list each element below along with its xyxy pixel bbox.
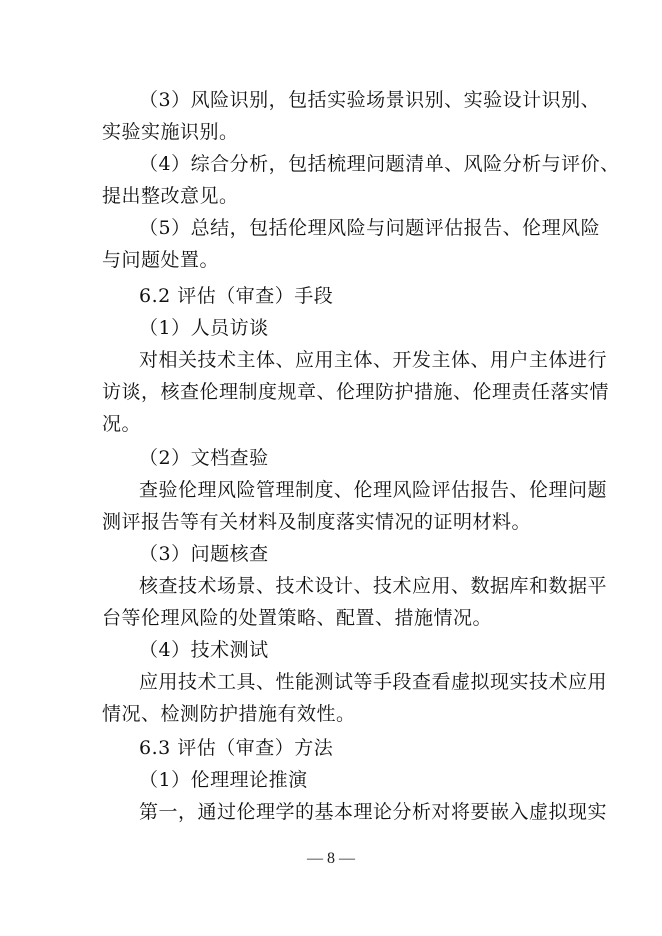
paragraph-line: 对相关技术主体、应用主体、开发主体、用户主体进行: [139, 349, 608, 371]
subsection-heading: （4）技术测试: [139, 639, 269, 661]
paragraph-line: 应用技术工具、性能测试等手段查看虚拟现实技术应用: [139, 671, 608, 693]
paragraph-line: 核查技术场景、技术设计、技术应用、数据库和数据平: [139, 575, 608, 597]
paragraph-line: 台等伦理风险的处置策略、配置、措施情况。: [102, 607, 493, 629]
paragraph-line: 访谈，核查伦理制度规章、伦理防护措施、伦理责任落实情: [102, 381, 610, 403]
paragraph-line: 情况、检测防护措施有效性。: [102, 703, 356, 725]
section-heading: 6.2 评估（审查）手段: [139, 285, 334, 307]
paragraph-line: （3）风险识别，包括实验场景识别、实验设计识别、: [139, 89, 601, 111]
paragraph-line: 实验实施识别。: [102, 121, 239, 143]
paragraph-line: 测评报告等有关材料及制度落实情况的证明材料。: [102, 511, 532, 533]
paragraph-line: （5）总结，包括伦理风险与问题评估报告、伦理风险: [139, 217, 601, 239]
subsection-heading: （1）伦理理论推演: [139, 769, 308, 791]
paragraph-line: 与问题处置。: [102, 249, 220, 271]
section-heading: 6.3 评估（审查）方法: [139, 737, 334, 759]
subsection-heading: （2）文档查验: [139, 447, 269, 469]
subsection-heading: （1）人员访谈: [139, 317, 269, 339]
page-number: — 8 —: [307, 850, 355, 867]
paragraph-line: （4）综合分析，包括梳理问题清单、风险分析与评价、: [139, 153, 620, 175]
paragraph-line: 况。: [102, 413, 142, 435]
paragraph-line: 查验伦理风险管理制度、伦理风险评估报告、伦理问题: [139, 479, 608, 501]
paragraph-line: 提出整改意见。: [102, 185, 239, 207]
subsection-heading: （3）问题核查: [139, 543, 269, 565]
paragraph-line: 第一，通过伦理学的基本理论分析对将要嵌入虚拟现实: [139, 801, 608, 823]
